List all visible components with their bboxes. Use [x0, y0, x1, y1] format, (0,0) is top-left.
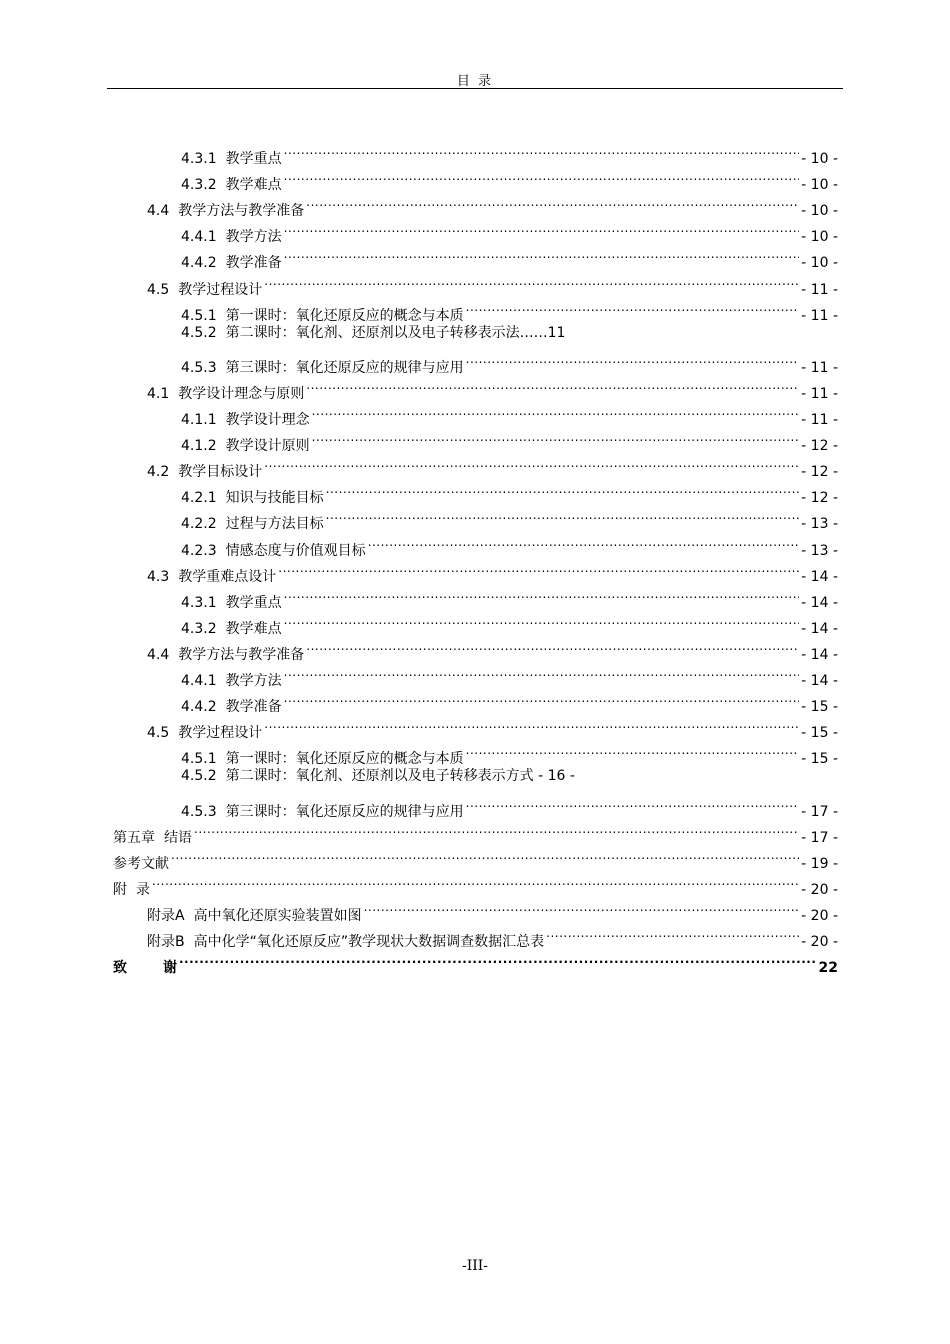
toc-dot-leader — [179, 946, 817, 972]
toc-entry-number: 第五章 — [113, 829, 155, 846]
toc-entry[interactable] — [181, 737, 838, 768]
toc-entry-title: 第一课时：氧化还原反应的概念与本质 — [225, 307, 464, 324]
toc-entry[interactable] — [147, 555, 838, 585]
toc-entry[interactable] — [181, 424, 838, 455]
toc-dot-leader — [194, 816, 799, 842]
toc-dot-leader — [171, 842, 799, 868]
toc-entry-page: - 11 - — [801, 359, 838, 376]
toc-entry-page: - 10 - — [801, 255, 838, 272]
toc-dot-leader — [306, 633, 799, 659]
toc-entry-title: 教学准备 — [225, 699, 282, 716]
toc-entry-page: - 17 - — [801, 803, 838, 820]
toc-entry-title: 教学方法与教学准备 — [178, 203, 305, 220]
header-rule — [107, 88, 843, 89]
toc-entry-number: 4.4.2 — [181, 255, 217, 272]
toc-entry-title: 第一课时：氧化还原反应的概念与本质 — [225, 751, 464, 768]
toc-entry-title: 第三课时：氧化还原反应的规律与应用 — [225, 803, 464, 820]
toc-entry[interactable] — [147, 268, 838, 298]
toc-entry-page: - 10 - — [801, 203, 838, 220]
toc-dot-leader — [326, 502, 800, 528]
toc-entry-page: - 15 - — [801, 699, 838, 716]
toc-dot-leader — [284, 137, 800, 163]
toc-entry-number: 4.2.1 — [181, 490, 217, 507]
toc-entry[interactable] — [147, 450, 838, 481]
toc-entry-page: - 19 - — [801, 855, 838, 872]
toc-entry[interactable] — [147, 711, 838, 742]
toc-entry-page: - 12 - — [801, 490, 838, 507]
toc-dot-leader — [466, 294, 800, 320]
toc-entry[interactable] — [181, 763, 838, 789]
toc-dot-leader — [312, 398, 800, 424]
toc-entry[interactable] — [181, 294, 838, 324]
toc-entry-number: 4.5.1 — [181, 307, 217, 324]
toc-entry-title: 高中化学“氧化还原反应”教学现状大数据调查数据汇总表 — [193, 934, 545, 950]
toc-entry-page: - 11 - — [801, 307, 838, 324]
toc-entry[interactable] — [181, 215, 838, 246]
toc-entry-title: 教学方法 — [225, 673, 282, 689]
toc-entry-number: 4.1.1 — [181, 412, 217, 428]
toc-entry[interactable] — [181, 659, 838, 689]
toc-entry-title: 教学过程设计 — [178, 281, 263, 298]
toc-entry-number: 4.4.1 — [181, 229, 217, 246]
toc-entry[interactable] — [113, 868, 838, 898]
toc-entry-page: - 14 - — [801, 646, 838, 663]
toc-dot-leader — [264, 450, 799, 476]
toc-dot-leader — [152, 868, 799, 894]
toc-dot-leader — [466, 790, 800, 816]
toc-entry-page: - 15 - — [801, 751, 838, 768]
toc-dot-leader — [284, 685, 800, 711]
toc-dot-leader — [284, 215, 800, 241]
page-number: -III- — [461, 1258, 489, 1274]
toc-entry-page: - 14 - — [801, 620, 838, 637]
toc-dot-leader — [284, 607, 800, 633]
toc-entry-number: 附录B — [147, 934, 185, 950]
toc-entry-number: 4.2 — [147, 464, 170, 481]
toc-entry[interactable] — [181, 346, 838, 376]
toc-entry-number: 4.5.3 — [181, 359, 217, 376]
toc-dot-leader — [312, 424, 800, 450]
toc-entry-title: 教学方法与教学准备 — [178, 646, 305, 663]
toc-entry-title: 第二课时：氧化剂、还原剂以及电子转移表示方式 - 16 - — [225, 768, 575, 785]
toc-entry[interactable] — [181, 529, 838, 559]
toc-entry-number: 4.2.2 — [181, 516, 217, 533]
toc-entry-title: 第二课时：氧化剂、还原剂以及电子转移表示法……11 — [225, 324, 566, 341]
toc-entry-page: - 12 - — [801, 464, 838, 481]
page-header-title: 目 录 — [456, 74, 494, 89]
toc-entry-title: 教学设计原则 — [225, 438, 310, 455]
toc-entry[interactable] — [181, 581, 838, 611]
toc-dot-leader — [546, 920, 799, 946]
toc-entry-page: - 12 - — [801, 438, 838, 455]
toc-entry-title: 教学方法 — [225, 229, 282, 246]
toc-entry-page: - 13 - — [801, 516, 838, 533]
toc-dot-leader — [278, 555, 799, 581]
toc-entry[interactable] — [181, 241, 838, 272]
toc-entry-number: 4.5.2 — [181, 768, 217, 785]
toc-entry-page: - 11 - — [801, 412, 838, 428]
toc-entry-page: - 10 - — [801, 177, 838, 194]
toc-entry-title: 知识与技能目标 — [225, 490, 324, 507]
toc-dot-leader — [284, 659, 800, 685]
toc-entry[interactable] — [147, 920, 838, 950]
toc-entry[interactable] — [181, 476, 838, 507]
toc-entry-title: 教学难点 — [225, 620, 282, 637]
toc-entry-number: 4.3.1 — [181, 151, 217, 167]
toc-entry-title: 教学设计理念与原则 — [178, 385, 305, 402]
toc-entry-number: 4.4.2 — [181, 699, 217, 716]
toc-entry-page: 22 — [818, 960, 838, 977]
toc-dot-leader — [284, 163, 800, 189]
toc-entry[interactable] — [147, 189, 838, 220]
toc-entry-title: 情感态度与价值观目标 — [225, 542, 366, 559]
toc-entry-page: - 14 - — [801, 673, 838, 689]
toc-entry-page: - 15 - — [801, 725, 838, 742]
toc-entry-title: 教学准备 — [225, 255, 282, 272]
toc-entry-title: 教学重难点设计 — [178, 568, 277, 585]
toc-entry[interactable] — [181, 320, 838, 346]
toc-dot-leader — [326, 476, 800, 502]
toc-entry-title: 参考文献 — [113, 855, 169, 872]
toc-dot-leader — [284, 241, 800, 267]
toc-entry[interactable] — [113, 946, 838, 977]
toc-entry-title: 教学过程设计 — [178, 725, 263, 742]
toc-dot-leader — [306, 372, 799, 398]
toc-entry[interactable] — [181, 163, 838, 194]
toc-dot-leader — [284, 581, 800, 607]
toc-entry-title: 教学难点 — [225, 177, 282, 194]
toc-entry[interactable] — [113, 842, 838, 872]
toc-entry-title: 教学设计理念 — [225, 412, 310, 428]
toc-entry-number: 附录A — [147, 907, 185, 924]
toc-entry-number: 4.5 — [147, 725, 170, 742]
toc-entry-page: - 20 - — [801, 907, 838, 924]
toc-entry-number: 4.4 — [147, 203, 170, 220]
toc-entry-title: 录 — [136, 881, 150, 898]
toc-entry-number: 4.3 — [147, 568, 170, 585]
toc-entry-title: 谢 — [163, 960, 177, 977]
toc-entry[interactable] — [147, 633, 838, 663]
toc-entry-number: 4.4.1 — [181, 673, 217, 689]
toc-entry-number: 致 — [113, 960, 127, 977]
toc-entry-number: 4.4 — [147, 646, 170, 663]
toc-entry-number: 4.5.3 — [181, 803, 217, 820]
toc-entry-title: 高中氧化还原实验装置如图 — [193, 907, 362, 924]
toc-entry[interactable] — [181, 685, 838, 716]
toc-entry[interactable] — [181, 398, 838, 428]
toc-entry-number: 4.5.2 — [181, 324, 217, 341]
toc-entry-title: 结语 — [164, 829, 192, 846]
toc-entry-number: 4.2.3 — [181, 542, 217, 559]
toc-entry[interactable] — [113, 816, 838, 846]
toc-entry-title: 教学重点 — [225, 594, 282, 611]
toc-entry[interactable] — [147, 372, 838, 402]
toc-entry-number: 4.1 — [147, 385, 170, 402]
toc-entry-page: - 13 - — [801, 542, 838, 559]
toc-entry-number: 附 — [113, 881, 127, 898]
toc-dot-leader — [264, 711, 799, 737]
toc-entry-number: 4.3.2 — [181, 620, 217, 637]
toc-dot-leader — [466, 346, 800, 372]
toc-entry[interactable] — [181, 137, 838, 167]
toc-entry-number: 4.3.2 — [181, 177, 217, 194]
toc-entry-page: - 10 - — [801, 151, 838, 167]
toc-entry-page: - 20 - — [801, 881, 838, 898]
toc-entry-page: - 11 - — [801, 385, 838, 402]
toc-entry-page: - 11 - — [801, 281, 838, 298]
toc-entry-number: 4.5.1 — [181, 751, 217, 768]
toc-entry[interactable] — [147, 894, 838, 924]
toc-entry-number: 4.5 — [147, 281, 170, 298]
toc-entry-page: - 17 - — [801, 829, 838, 846]
toc-entry-page: - 20 - — [801, 934, 838, 950]
toc-dot-leader — [364, 894, 800, 920]
toc-entry-number: 4.3.1 — [181, 594, 217, 611]
toc-entry-number: 4.1.2 — [181, 438, 217, 455]
toc-entry-page: - 10 - — [801, 229, 838, 246]
toc-dot-leader — [466, 737, 800, 763]
toc-dot-leader — [264, 268, 799, 294]
toc-dot-leader — [306, 189, 799, 215]
toc-entry[interactable] — [181, 607, 838, 637]
toc-entry[interactable] — [181, 502, 838, 533]
toc-entry-title: 过程与方法目标 — [225, 516, 324, 533]
toc-entry-page: - 14 - — [801, 568, 838, 585]
toc-entry-title: 第三课时：氧化还原反应的规律与应用 — [225, 359, 464, 376]
toc-entry-title: 教学目标设计 — [178, 464, 263, 481]
toc-dot-leader — [368, 529, 800, 555]
toc-entry-title: 教学重点 — [225, 151, 282, 167]
toc-entry[interactable] — [181, 790, 838, 820]
toc-entry-page: - 14 - — [801, 594, 838, 611]
